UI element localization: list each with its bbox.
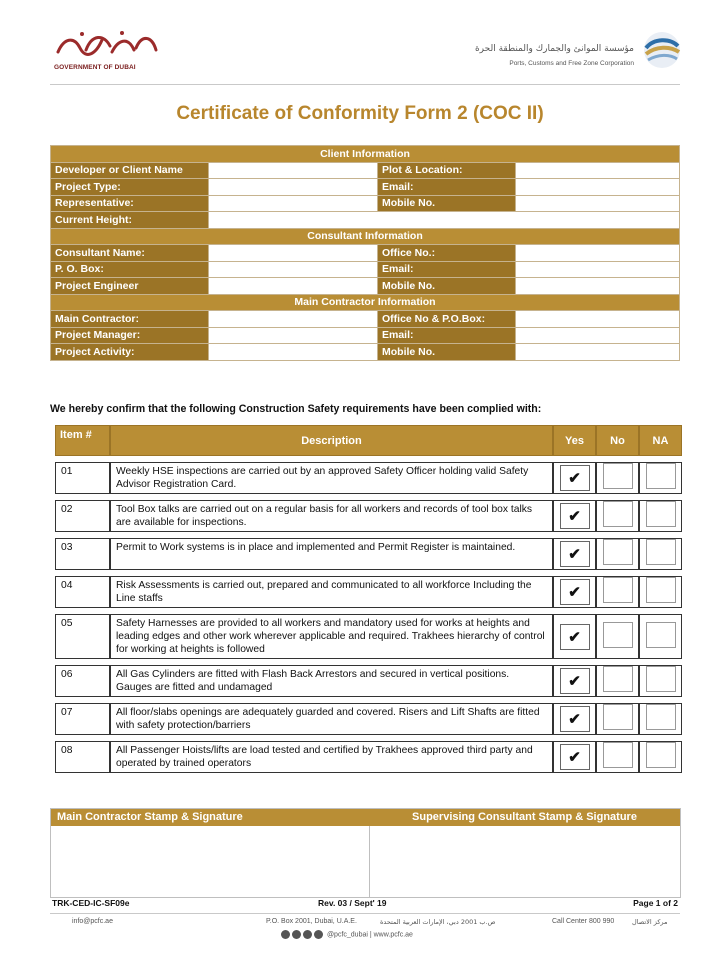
project-activity-field[interactable] <box>209 344 378 361</box>
na-checkbox[interactable] <box>646 666 676 692</box>
form-code: TRK-CED-IC-SF09e <box>52 898 130 908</box>
na-cell <box>639 614 682 659</box>
no-checkbox[interactable] <box>603 742 633 768</box>
confirmation-statement: We hereby confirm that the following Construction Safety requirements have been complied with: <box>50 403 542 415</box>
checklist-row <box>55 538 682 570</box>
item-description: Permit to Work systems is in place and implemented and Permit Register is maintained. <box>110 538 553 570</box>
checklist-row <box>55 462 682 494</box>
item-description: Safety Harnesses are provided to all workers and mandatory used for works at heights and leading edges and other work wherever applicable and required. Trakhees hierarchy of control for working at heights is followed <box>110 614 553 659</box>
checklist-row <box>55 500 682 532</box>
info-row <box>51 278 680 295</box>
no-checkbox[interactable] <box>603 539 633 565</box>
no-cell <box>596 462 639 494</box>
field-label: Email: <box>378 261 516 278</box>
yes-checkbox[interactable]: ✔ <box>560 624 590 650</box>
field-label: Plot & Location: <box>378 162 516 179</box>
consultant-section-header <box>51 228 680 245</box>
checklist-row <box>55 614 682 659</box>
yes-checkbox[interactable]: ✔ <box>560 744 590 770</box>
checklist-body <box>55 456 682 773</box>
contact-email[interactable]: info@pcfc.ae <box>72 918 113 925</box>
field-label: Project Engineer <box>51 278 209 295</box>
yes-checkbox[interactable]: ✔ <box>560 503 590 529</box>
yes-cell <box>553 741 596 773</box>
no-checkbox[interactable] <box>603 622 633 648</box>
pcfc-arabic-name: مؤسسة الموانئ والجمارك والمنطقة الحرة <box>474 44 634 54</box>
main-contractor-signature-label: Main Contractor Stamp & Signature <box>51 809 369 826</box>
field-label: Mobile No. <box>378 344 516 361</box>
youtube-icon[interactable] <box>314 930 323 939</box>
contractor-email-field[interactable] <box>516 327 680 344</box>
signature-section <box>50 808 681 898</box>
no-checkbox[interactable] <box>603 501 633 527</box>
field-label: Consultant Name: <box>51 245 209 262</box>
item-description: Tool Box talks are carried out on a regular basis for all workers and records of tool box talks are available for inspections. <box>110 500 553 532</box>
checklist-row <box>55 741 682 773</box>
info-row <box>51 212 680 229</box>
field-label: Main Contractor: <box>51 311 209 328</box>
item-number: 07 <box>55 703 110 735</box>
facebook-icon[interactable] <box>303 930 312 939</box>
consultant-email-field[interactable] <box>516 261 680 278</box>
field-label: Developer or Client Name <box>51 162 209 179</box>
no-cell <box>596 576 639 608</box>
field-label: Office No & P.O.Box: <box>378 311 516 328</box>
na-cell <box>639 500 682 532</box>
item-number: 03 <box>55 538 110 570</box>
no-cell <box>596 703 639 735</box>
yes-checkbox[interactable]: ✔ <box>560 465 590 491</box>
postal-address: P.O. Box 2001, Dubai, U.A.E. <box>266 918 357 925</box>
client-mobile-field[interactable] <box>516 195 680 212</box>
na-checkbox[interactable] <box>646 742 676 768</box>
na-checkbox[interactable] <box>646 539 676 565</box>
item-number: 01 <box>55 462 110 494</box>
main-contractor-field[interactable] <box>209 311 378 328</box>
twitter-icon[interactable] <box>292 930 301 939</box>
plot-location-field[interactable] <box>516 162 680 179</box>
item-number: 06 <box>55 665 110 697</box>
item-description: Weekly HSE inspections are carried out by an approved Safety Officer holding valid Safety Advisor Registration Card. <box>110 462 553 494</box>
developer-name-field[interactable] <box>209 162 378 179</box>
na-cell <box>639 538 682 570</box>
no-checkbox[interactable] <box>603 704 633 730</box>
no-checkbox[interactable] <box>603 666 633 692</box>
social-links <box>281 930 413 939</box>
na-checkbox[interactable] <box>646 622 676 648</box>
postal-address-arabic: ص.ب 2001 دبي، الإمارات العربية المتحدة <box>380 918 496 926</box>
no-checkbox[interactable] <box>603 463 633 489</box>
field-label: Office No.: <box>378 245 516 262</box>
contractor-section-header <box>51 294 680 311</box>
section-title: Consultant Information <box>51 228 680 245</box>
info-row <box>51 245 680 262</box>
item-description: Risk Assessments is carried out, prepared and communicated to all workforce Including the Line staffs <box>110 576 553 608</box>
project-manager-field[interactable] <box>209 327 378 344</box>
field-label: Project Activity: <box>51 344 209 361</box>
yes-cell <box>553 703 596 735</box>
yes-checkbox[interactable]: ✔ <box>560 668 590 694</box>
call-center-arabic: مركز الاتصال <box>632 918 668 926</box>
na-checkbox[interactable] <box>646 577 676 603</box>
yes-checkbox[interactable]: ✔ <box>560 579 590 605</box>
revision-label: Rev. 03 / Sept' 19 <box>318 898 387 908</box>
field-label: Email: <box>378 327 516 344</box>
project-engineer-field[interactable] <box>209 278 378 295</box>
na-checkbox[interactable] <box>646 501 676 527</box>
pcfc-logo <box>462 28 682 78</box>
field-label: Mobile No. <box>378 278 516 295</box>
social-handle[interactable]: @pcfc_dubai | www.pcfc.ae <box>326 931 413 939</box>
checklist-row <box>55 703 682 735</box>
representative-field[interactable] <box>209 195 378 212</box>
no-checkbox[interactable] <box>603 577 633 603</box>
item-description: All floor/slabs openings are adequately guarded and covered. Risers and Lift Shafts are fitted with safety protection/barriers <box>110 703 553 735</box>
na-cell <box>639 703 682 735</box>
checklist-row <box>55 576 682 608</box>
na-cell <box>639 576 682 608</box>
client-email-field[interactable] <box>516 179 680 196</box>
yes-cell <box>553 462 596 494</box>
gov-logo-english: GOVERNMENT OF DUBAI <box>54 64 136 71</box>
field-label: Project Manager: <box>51 327 209 344</box>
item-number: 05 <box>55 614 110 659</box>
information-table <box>50 145 680 361</box>
no-cell <box>596 665 639 697</box>
info-row <box>51 327 680 344</box>
checklist-row <box>55 665 682 697</box>
yes-cell <box>553 614 596 659</box>
info-row <box>51 311 680 328</box>
no-header: No <box>596 425 639 456</box>
contractor-mobile-field[interactable] <box>516 344 680 361</box>
call-center: Call Center 800 990 <box>552 918 615 925</box>
na-header: NA <box>639 425 682 456</box>
signature-divider <box>369 826 370 897</box>
field-label: Email: <box>378 179 516 196</box>
yes-cell <box>553 665 596 697</box>
pcfc-globe-icon <box>642 30 682 70</box>
na-cell <box>639 462 682 494</box>
checklist-header-row <box>55 425 682 456</box>
info-row <box>51 179 680 196</box>
client-section-header <box>51 146 680 163</box>
header-divider <box>50 84 680 85</box>
no-cell <box>596 741 639 773</box>
page-number: Page 1 of 2 <box>633 898 678 908</box>
government-of-dubai-logo <box>52 28 162 76</box>
item-number: 04 <box>55 576 110 608</box>
dubai-calligraphy-icon <box>52 28 162 60</box>
no-cell <box>596 538 639 570</box>
info-row <box>51 344 680 361</box>
yes-cell <box>553 538 596 570</box>
yes-checkbox[interactable]: ✔ <box>560 541 590 567</box>
consultant-signature-label: Supervising Consultant Stamp & Signature <box>369 809 680 826</box>
yes-header: Yes <box>553 425 596 456</box>
safety-checklist-table <box>55 425 682 773</box>
na-checkbox[interactable] <box>646 704 676 730</box>
field-label: Project Type: <box>51 179 209 196</box>
po-box-field[interactable] <box>209 261 378 278</box>
footer-divider <box>50 913 680 914</box>
item-number-header: Item # <box>55 425 110 456</box>
item-number: 02 <box>55 500 110 532</box>
info-row <box>51 261 680 278</box>
no-cell <box>596 500 639 532</box>
description-header: Description <box>110 425 553 456</box>
yes-cell <box>553 576 596 608</box>
item-description: All Gas Cylinders are fitted with Flash Back Arrestors and secured in vertical positions. Gauges are fitted and undamaged <box>110 665 553 697</box>
item-description: All Passenger Hoists/lifts are load tested and certified by Trakhees approved third party and operated by trained operators <box>110 741 553 773</box>
yes-cell <box>553 500 596 532</box>
item-number: 08 <box>55 741 110 773</box>
pcfc-english-name: Ports, Customs and Free Zone Corporation <box>509 60 634 67</box>
section-title: Client Information <box>51 146 680 163</box>
na-cell <box>639 665 682 697</box>
section-title: Main Contractor Information <box>51 294 680 311</box>
na-checkbox[interactable] <box>646 463 676 489</box>
field-label: Current Height: <box>51 212 209 229</box>
consultant-office-field[interactable] <box>516 245 680 262</box>
field-label: Representative: <box>51 195 209 212</box>
yes-checkbox[interactable]: ✔ <box>560 706 590 732</box>
no-cell <box>596 614 639 659</box>
contractor-office-field[interactable] <box>516 311 680 328</box>
consultant-name-field[interactable] <box>209 245 378 262</box>
form-title: Certificate of Conformity Form 2 (COC II) <box>176 103 544 124</box>
na-cell <box>639 741 682 773</box>
field-label: Mobile No. <box>378 195 516 212</box>
current-height-field[interactable] <box>209 212 680 229</box>
field-label: P. O. Box: <box>51 261 209 278</box>
consultant-mobile-field[interactable] <box>516 278 680 295</box>
instagram-icon[interactable] <box>281 930 290 939</box>
project-type-field[interactable] <box>209 179 378 196</box>
info-row <box>51 195 680 212</box>
info-row <box>51 162 680 179</box>
